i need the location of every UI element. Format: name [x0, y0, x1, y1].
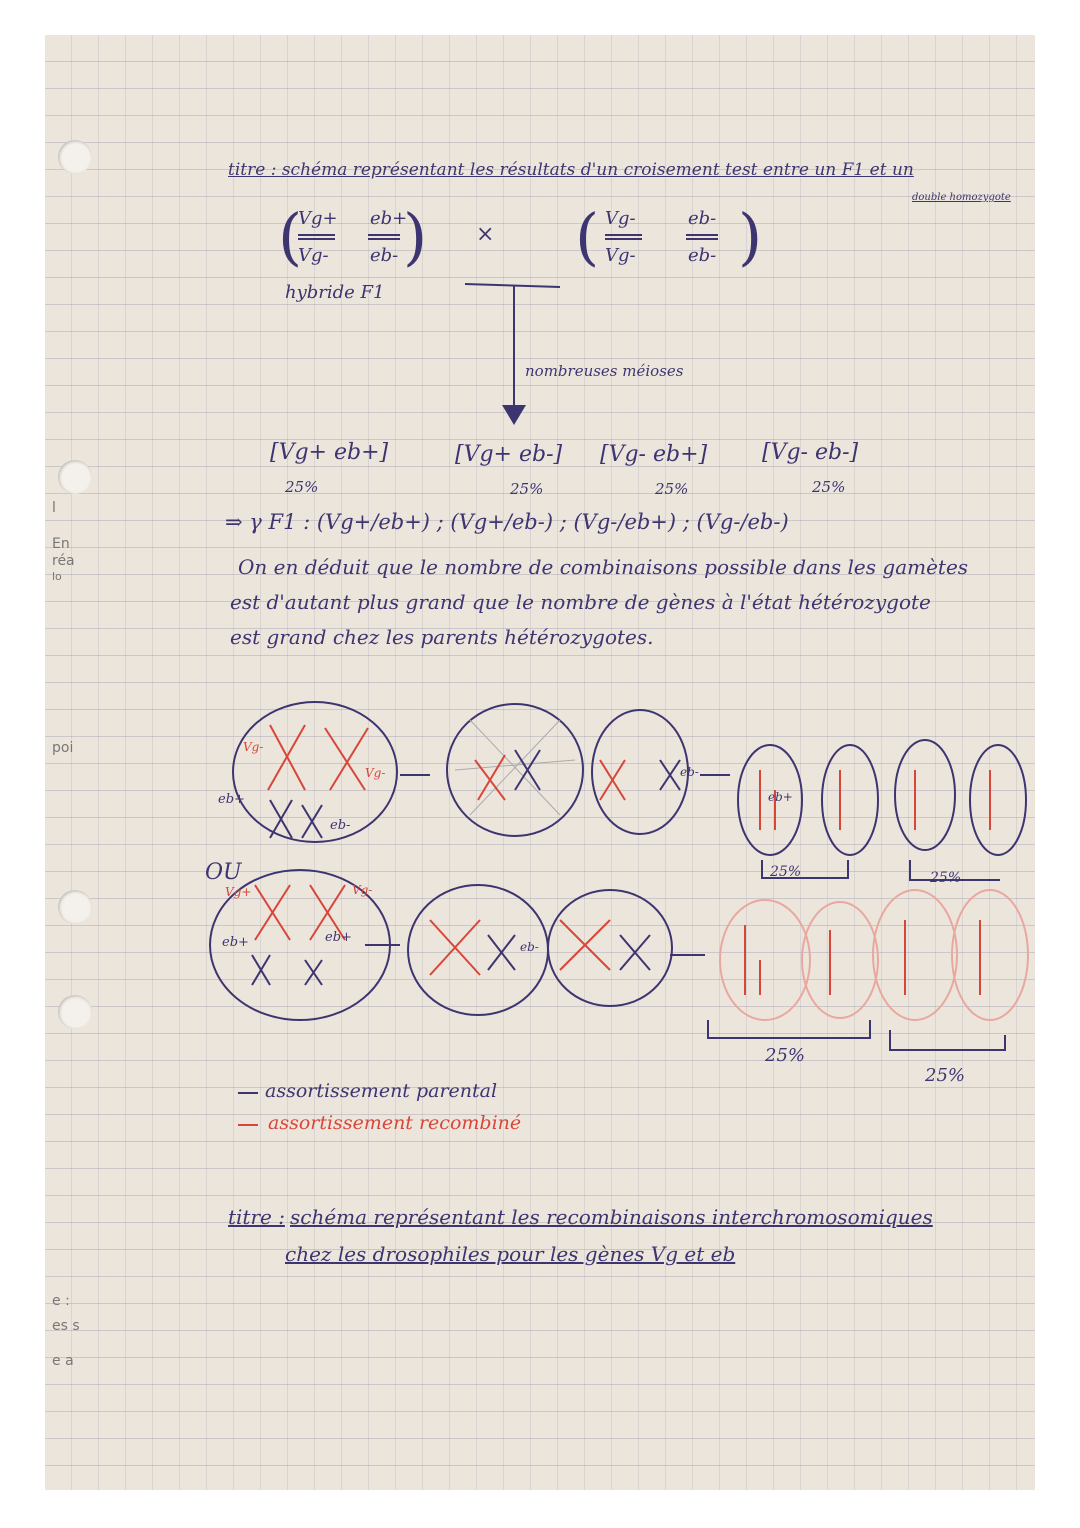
- parent2-vg-top: Vg-: [605, 208, 636, 229]
- arrow-label: nombreuses méioses: [525, 362, 684, 380]
- percent-label: 25%: [770, 864, 802, 880]
- section1-title: titre : schéma représentant les résultats d'un croisement test entre un F1 et un: [228, 160, 914, 180]
- phenotype-3-percent: 25%: [655, 480, 689, 498]
- margin-bleed-text: lo: [52, 570, 62, 583]
- paren-left: (: [575, 200, 600, 273]
- label-vg-minus: Vg-: [352, 883, 373, 897]
- gamete-cell: [873, 890, 957, 1020]
- gamete-cell: [952, 890, 1028, 1020]
- bracket: [708, 1020, 870, 1038]
- margin-bleed-text: En: [52, 536, 70, 552]
- gamete-cell: [970, 745, 1026, 855]
- parent1-eb-top: eb+: [370, 208, 408, 229]
- arrow-head-icon: [502, 405, 526, 425]
- parent1-eb-bottom: eb-: [370, 245, 399, 266]
- label-eb-minus: eb-: [520, 940, 539, 954]
- phenotype-1: [Vg+ eb+]: [270, 440, 389, 465]
- recombined-chromosomes: [268, 725, 368, 790]
- label-eb-minus: eb-: [330, 818, 351, 833]
- cross-symbol: ×: [476, 222, 495, 247]
- phenotype-4-percent: 25%: [812, 478, 846, 496]
- margin-bleed-text: réa: [52, 553, 75, 569]
- margin-bleed-text: l: [52, 500, 56, 516]
- label-eb-minus: eb-: [680, 765, 699, 779]
- phenotype-4: [Vg- eb-]: [762, 440, 859, 465]
- label-eb-plus: eb+: [768, 790, 793, 804]
- parent2-eb-bottom: eb-: [688, 245, 717, 266]
- gamete-cell: [802, 902, 878, 1018]
- phenotype-2: [Vg+ eb-]: [455, 442, 563, 467]
- gamete-cell: [720, 900, 810, 1020]
- or-label: OU: [205, 860, 242, 885]
- conclusion-line: est grand chez les parents hétérozygotes.: [230, 625, 654, 649]
- paren-right: ): [403, 200, 428, 273]
- margin-bleed-text: poi: [52, 740, 74, 756]
- legend-recombined: assortissement recombiné: [268, 1112, 522, 1134]
- cross-bar: [465, 284, 560, 287]
- cell-anaphase: [548, 890, 672, 1006]
- label-eb-plus: eb+: [325, 930, 352, 945]
- cell-metaphase: [447, 704, 583, 836]
- section1-title-cont: double homozygote: [912, 192, 1011, 203]
- label-eb-plus: eb+: [222, 935, 249, 950]
- phenotype-3: [Vg- eb+]: [600, 442, 708, 467]
- phenotype-2-percent: 25%: [510, 480, 544, 498]
- percent-label: 25%: [765, 1045, 806, 1066]
- conclusion-line: On en déduit que le nombre de combinaisons possible dans les gamètes: [238, 555, 969, 579]
- conclusion-line: est d'autant plus grand que le nombre de gènes à l'état hétérozygote: [230, 590, 931, 614]
- label-vg-minus: Vg-: [365, 766, 386, 780]
- bracket: [890, 1030, 1005, 1050]
- margin-bleed-text: e a: [52, 1353, 74, 1369]
- margin-bleed-text: e :: [52, 1293, 70, 1309]
- parent1-vg-top: Vg+: [298, 208, 338, 229]
- phenotype-1-percent: 25%: [285, 478, 319, 496]
- section2-title-cont: chez les drosophiles pour les gènes Vg et eb: [285, 1242, 736, 1266]
- section2-title-prefix: titre :: [228, 1205, 285, 1229]
- label-vg-plus: Vg+: [225, 885, 252, 899]
- parent1-label: hybride F1: [285, 282, 385, 303]
- gamete-cell: [822, 745, 878, 855]
- section2-title: schéma représentant les recombinaisons interchromosomiques: [290, 1205, 933, 1229]
- percent-label: 25%: [925, 1065, 966, 1086]
- gametes-line: ⇒ γ F1 : (Vg+/eb+) ; (Vg+/eb-) ; (Vg-/eb+) ; (Vg-/eb-): [225, 510, 789, 534]
- paren-left: (: [278, 200, 303, 273]
- parental-chromosomes: [270, 800, 322, 838]
- parent2-eb-top: eb-: [688, 208, 717, 229]
- label-vg-minus: Vg-: [243, 740, 264, 754]
- margin-bleed-text: es s: [52, 1318, 80, 1334]
- paren-right: ): [738, 200, 763, 273]
- parent1-vg-bottom: Vg-: [298, 245, 329, 266]
- label-eb-plus: eb+: [218, 792, 245, 807]
- gamete-cell: [895, 740, 955, 850]
- parent2-vg-bottom: Vg-: [605, 245, 636, 266]
- percent-label: 25%: [930, 870, 962, 886]
- legend-parental: assortissement parental: [265, 1080, 498, 1102]
